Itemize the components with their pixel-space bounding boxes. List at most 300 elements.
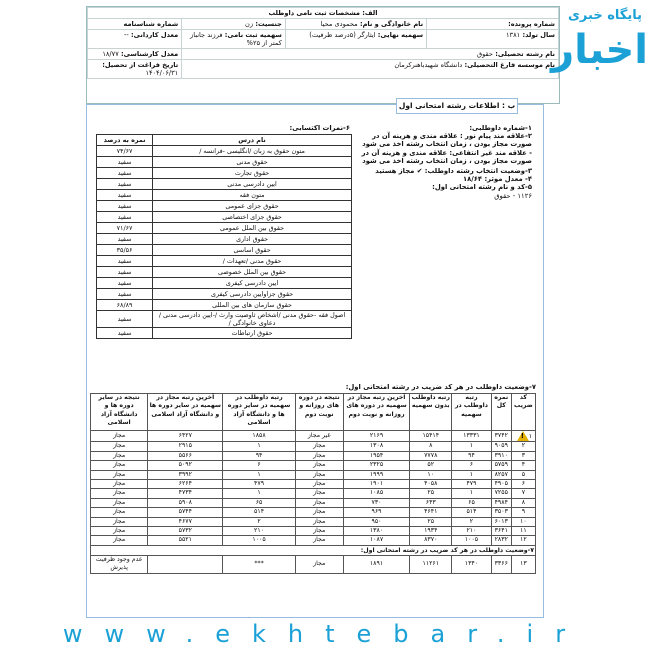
rank-cell-value: ۵۱۴ bbox=[254, 508, 265, 516]
rank-cell bbox=[91, 555, 148, 573]
rank-table bbox=[90, 393, 536, 574]
rank-cell bbox=[343, 480, 410, 489]
grade-row bbox=[97, 212, 352, 223]
rank-row bbox=[91, 508, 536, 517]
rank-cell bbox=[223, 489, 295, 498]
rank-cell bbox=[91, 517, 148, 526]
rank-row bbox=[91, 442, 536, 451]
rank-cell bbox=[511, 431, 535, 442]
rank-cell-value: ۱۱۲۶۱ bbox=[422, 560, 440, 568]
course-name: حقوق مدنی bbox=[153, 157, 352, 168]
rank-cell bbox=[91, 498, 148, 507]
rank-cell bbox=[511, 480, 535, 489]
course-score: ۳۵/۵۶ bbox=[97, 245, 153, 256]
rank-cell bbox=[223, 527, 295, 536]
rank-cell-value: مجاز bbox=[313, 527, 326, 535]
rank-cell-value: ۱۹۳۴ bbox=[424, 527, 438, 535]
rank-cell-value: ۱ bbox=[469, 489, 474, 497]
rank-cell bbox=[511, 536, 535, 545]
birth-label: سال تولد: bbox=[522, 31, 555, 39]
rank-cell bbox=[295, 517, 343, 526]
rank-cell-value: ۶۵ bbox=[255, 498, 263, 506]
grade-row bbox=[97, 168, 352, 179]
rank-cell bbox=[343, 498, 410, 507]
rank-cell bbox=[491, 480, 511, 489]
rank-cell bbox=[410, 489, 452, 498]
course-name: حقوق ارتباطات bbox=[153, 328, 352, 339]
rank-cell bbox=[491, 461, 511, 470]
gender-value: زن bbox=[245, 20, 254, 28]
rank-row bbox=[91, 489, 536, 498]
reg-quota-value: فرزند جانباز کمتر از ۲۵% bbox=[190, 31, 282, 47]
rank-cell bbox=[148, 461, 223, 470]
rank-col-header: آخرین رتبه مجاز در سهمیه در سایر دوره ها و دانشگاه آزاد اسلامی bbox=[148, 394, 223, 431]
course-score: سفید bbox=[97, 179, 153, 190]
ekhtebar-logo bbox=[551, 8, 648, 84]
rank-cell bbox=[295, 536, 343, 545]
rank-row bbox=[91, 431, 536, 442]
rank-cell-value: ۴۹۸۴ bbox=[494, 498, 508, 506]
rank-cell bbox=[410, 461, 452, 470]
rank-row bbox=[91, 527, 536, 536]
course-score: سفید bbox=[97, 328, 153, 339]
rank-cell bbox=[91, 480, 148, 489]
rank-cell-value: ۱ bbox=[528, 433, 533, 440]
rank-cell-value: مجاز bbox=[113, 527, 126, 535]
rank-cell-value: ۱ bbox=[257, 489, 261, 497]
rank-cell bbox=[452, 508, 492, 517]
rank-cell-value: ۹۴ bbox=[468, 451, 475, 459]
course-score: سفید bbox=[97, 278, 153, 289]
rank-cell-value: ۱۰۰۵ bbox=[252, 536, 266, 544]
rank-cell-value: ۵۵۶۶ bbox=[178, 451, 192, 459]
rank-cell-value: ۲۵ bbox=[427, 489, 435, 497]
bach-avg-label: معدل کارشناسی: bbox=[121, 50, 179, 58]
rank-cell-value: ۵۷۴۴ bbox=[178, 508, 192, 516]
rank-cell bbox=[410, 527, 452, 536]
rank-row bbox=[91, 517, 536, 526]
rank-cell-value: مجاز bbox=[313, 536, 326, 544]
rank-cell bbox=[343, 489, 410, 498]
rank-cell bbox=[91, 527, 148, 536]
grade-row bbox=[97, 278, 352, 289]
rank-header-row bbox=[91, 394, 536, 431]
rank-row bbox=[91, 470, 536, 479]
rank-cell bbox=[295, 489, 343, 498]
rank-cell-value: ۳۵۰۳ bbox=[494, 508, 508, 516]
rank-cell-value: ۳۶۴۱ bbox=[494, 527, 508, 535]
course-name: حقوق سازمان های بین المللی bbox=[153, 300, 352, 311]
rank-cell-value: مجاز bbox=[313, 498, 326, 506]
rank-cell-value: ۱۰۰۵ bbox=[464, 536, 479, 544]
rank-cell bbox=[511, 442, 535, 451]
rank-cell-value: ۹ bbox=[521, 508, 526, 516]
rank-cell bbox=[410, 480, 452, 489]
rank-cell bbox=[148, 470, 223, 479]
rank-cell-value: ۴۷۹ bbox=[466, 480, 477, 488]
rank-cell bbox=[295, 508, 343, 517]
course-name: متون حقوق به زبان /انگلیسی -فرانسه / bbox=[153, 146, 352, 157]
rank-cell bbox=[410, 442, 452, 451]
rank-cell-value: مجاز bbox=[313, 489, 326, 497]
course-score: ۷۱/۶۷ bbox=[97, 223, 153, 234]
rank-cell-value: مجاز bbox=[313, 480, 326, 488]
rank-cell bbox=[148, 489, 223, 498]
rank-cell-value: ۲۵ bbox=[427, 517, 435, 525]
course-score: سفید bbox=[97, 311, 153, 328]
info-line: ۱-شماره داوطلبی: bbox=[469, 124, 532, 132]
rank-cell-value: مجاز bbox=[313, 461, 326, 469]
rank-col-header: رتبه داوطلب در سهمیه در سایر دوره ها و دانشگاه آزاد اسلامی bbox=[223, 394, 295, 431]
rank-cell bbox=[511, 470, 535, 479]
rank-cell bbox=[491, 508, 511, 517]
rank-cell bbox=[295, 431, 343, 442]
course-name: ایین دادرسی کیفری bbox=[153, 278, 352, 289]
grade-row bbox=[97, 179, 352, 190]
rank-cell-value: ۵۲ bbox=[427, 461, 435, 469]
rank-cell bbox=[452, 555, 492, 573]
rank-cell bbox=[410, 517, 452, 526]
info-line: ۴- معدل موثر: ۱۸/۶۴ bbox=[463, 175, 532, 184]
rank-col-header: نمره کل bbox=[491, 394, 511, 431]
rank-cell-value: ۲۳۲۵ bbox=[369, 461, 384, 469]
rank-cell bbox=[343, 451, 410, 460]
rank-cell bbox=[511, 498, 535, 507]
grades-body bbox=[97, 146, 352, 339]
course-score: سفید bbox=[97, 168, 153, 179]
course-score: ۷۴/۶۷ bbox=[97, 146, 153, 157]
rank-cell-value: ۶ bbox=[521, 480, 526, 488]
rank-cell bbox=[343, 470, 410, 479]
rank-cell bbox=[148, 480, 223, 489]
avg-value: -- bbox=[123, 31, 129, 39]
course-name: حقوق جزاوایین دادرسی کیفری bbox=[153, 289, 352, 300]
rank-cell-value: مجاز bbox=[113, 470, 126, 478]
footer-url: www.ekhtebar.ir bbox=[62, 620, 588, 648]
rank-cell-value: مجاز bbox=[113, 432, 126, 439]
rank-cell-value: ۸ bbox=[521, 498, 526, 506]
grad-date-value: ۱۴۰۴/۰۶/۳۱ bbox=[145, 69, 179, 77]
rank-col-header: رتبه داوطلب در سهمیه bbox=[452, 394, 492, 431]
rank-cell bbox=[295, 470, 343, 479]
rank-cell bbox=[410, 555, 452, 573]
rank-cell bbox=[223, 498, 295, 507]
grade-row bbox=[97, 245, 352, 256]
bach-avg-value: ۱۸/۷۷ bbox=[102, 50, 119, 58]
rank-cell bbox=[511, 527, 535, 536]
rank-cell-value: مجاز bbox=[313, 442, 326, 450]
rank-cell bbox=[511, 508, 535, 517]
rank-cell-value: ۶۵ bbox=[468, 498, 475, 506]
rank-cell bbox=[91, 508, 148, 517]
rank-cell bbox=[295, 555, 343, 573]
rank-cell-value: ۲۸۳۲ bbox=[494, 536, 508, 544]
rank-cell-value: ۱ bbox=[257, 442, 261, 450]
course-name: حقوق بین الملل عمومی bbox=[153, 223, 352, 234]
rank-sub-title-row bbox=[91, 545, 536, 555]
rank-cell bbox=[91, 451, 148, 460]
grade-row bbox=[97, 190, 352, 201]
rank-cell bbox=[491, 489, 511, 498]
rank-cell bbox=[91, 431, 148, 442]
rank-cell bbox=[452, 461, 492, 470]
rank-cell bbox=[491, 498, 511, 507]
rank-cell bbox=[491, 555, 511, 573]
rank-cell-value: ۱۳۰۸ bbox=[369, 442, 384, 450]
course-score: سفید bbox=[97, 256, 153, 267]
rank-cell bbox=[223, 536, 295, 545]
rank-cell-value: ۵۰۹۲ bbox=[178, 461, 192, 469]
rank-cell-value: مجاز bbox=[113, 508, 126, 516]
rank-row bbox=[91, 555, 536, 573]
rank-cell bbox=[491, 451, 511, 460]
rank-cell-value: ۱۸۹۱ bbox=[369, 560, 384, 568]
rank-cell bbox=[148, 442, 223, 451]
rank-cell-value: ۵۹۰۸ bbox=[178, 498, 192, 506]
rank-cell-value: ۱۹۹۹ bbox=[369, 470, 384, 478]
rank-cell-value: ۴۷۹ bbox=[254, 480, 265, 488]
rank-cell bbox=[410, 451, 452, 460]
grade-row bbox=[97, 234, 352, 245]
grade-row bbox=[97, 328, 352, 339]
avg-label: معدل کاردانی: bbox=[131, 31, 179, 39]
grade-row bbox=[97, 311, 352, 328]
rank-cell-value: ۷ bbox=[521, 489, 526, 497]
rank-cell-value: مجاز bbox=[313, 451, 326, 459]
rank-row bbox=[91, 480, 536, 489]
rank-cell-value: ۴۷۳۴ bbox=[178, 489, 192, 497]
course-score: سفید bbox=[97, 201, 153, 212]
birth-value: ۱۳۸۱ bbox=[506, 31, 521, 39]
course-name: حقوق بین الملل خصوصی bbox=[153, 267, 352, 278]
rank-cell bbox=[511, 555, 535, 573]
rank-sub-title: ۷-وضعیت داوطلب در هر کد ضریب در رشته امتحانی اول: bbox=[91, 545, 536, 555]
rank-cell-value: ۱۳۳۳۱ bbox=[463, 432, 480, 439]
rank-cell-value: ۱۰ bbox=[427, 470, 435, 478]
rank-cell-value: ۳۳۶۶ bbox=[494, 560, 508, 568]
rank-cell-value: ۴۰۵۸ bbox=[424, 480, 438, 488]
rank-cell bbox=[343, 527, 410, 536]
rank-cell bbox=[91, 470, 148, 479]
rank-cell-value: ۱۰ bbox=[520, 517, 527, 525]
course-name: حقوق جزای عمومی bbox=[153, 201, 352, 212]
inst-value: دانشگاه شهیدباهنرکرمان bbox=[394, 61, 463, 69]
rank-cell-value: ۸۳۷۰ bbox=[424, 536, 438, 544]
grades-title: ۶-نمرات اکتسابی: bbox=[289, 124, 350, 132]
rank-cell-value: مجاز bbox=[113, 498, 126, 506]
rank-cell-value: ۱۹۰۱ bbox=[369, 480, 384, 488]
rank-cell-value: ۳۷۴۲ bbox=[494, 432, 508, 439]
rank-cell bbox=[148, 527, 223, 536]
rank-cell-value: مجاز bbox=[113, 536, 126, 544]
rank-cell bbox=[295, 527, 343, 536]
rank-cell bbox=[491, 517, 511, 526]
gender-label: جنسیت: bbox=[255, 20, 282, 28]
info-line: ۵-کد و نام رشته امتحانی اول: bbox=[432, 183, 532, 192]
course-name: حقوق جزای اختصاصی bbox=[153, 212, 352, 223]
quota-label: سهمیه نهایی: bbox=[377, 31, 424, 39]
course-score: سفید bbox=[97, 212, 153, 223]
grade-row bbox=[97, 223, 352, 234]
rank-cell bbox=[295, 480, 343, 489]
rank-cell-value: مجاز bbox=[313, 560, 326, 568]
rank-cell bbox=[410, 508, 452, 517]
rank-cell bbox=[148, 536, 223, 545]
grad-date-label: تاریخ فراغت از تحصیل: bbox=[102, 61, 179, 69]
rank-cell bbox=[343, 536, 410, 545]
rank-col-header: رتبه داوطلب بدون سهمیه bbox=[410, 394, 452, 431]
inst-label: نام موسسه فارغ التحصیلی: bbox=[464, 61, 555, 69]
rank-cell-value: مجاز bbox=[113, 489, 126, 497]
course-name: ایین دادرسی مدنی bbox=[153, 179, 352, 190]
rank-col-header: نتیجه در دوره های روزانه و نوبت دوم bbox=[295, 394, 343, 431]
rank-cell-value: ۵۱۴ bbox=[466, 508, 477, 516]
course-score: ۶۸/۸۹ bbox=[97, 300, 153, 311]
rank-cell-value: ۱۹۵۴ bbox=[369, 451, 384, 459]
rank-cell bbox=[223, 442, 295, 451]
rank-cell-value: ۱۲ bbox=[520, 536, 527, 544]
col-score: نمره به درصد bbox=[97, 135, 153, 146]
quota-value: ایثارگر (۵درصد ظرفیت) bbox=[309, 31, 376, 39]
rank-cell bbox=[295, 461, 343, 470]
rank-cell-value: ۱ bbox=[469, 442, 474, 450]
rank-cell-value: ۳۹۱۰ bbox=[494, 451, 508, 459]
rank-cell bbox=[452, 480, 492, 489]
rank-cell bbox=[148, 508, 223, 517]
course-score: سفید bbox=[97, 234, 153, 245]
grade-row bbox=[97, 300, 352, 311]
rank-cell-value: مجاز bbox=[313, 508, 326, 516]
rank-cell-value: غیر مجاز bbox=[307, 432, 331, 439]
rank-cell bbox=[452, 517, 492, 526]
rank-cell bbox=[410, 431, 452, 442]
header-title: الف: مشخصات ثبت نامی داوطلب bbox=[88, 8, 559, 19]
rank-cell bbox=[223, 461, 295, 470]
rank-cell bbox=[410, 470, 452, 479]
grade-row bbox=[97, 267, 352, 278]
rank-cell-value: ۹۶۹ bbox=[371, 508, 382, 516]
rank-cell bbox=[223, 480, 295, 489]
rank-cell bbox=[91, 489, 148, 498]
rank-cell bbox=[452, 498, 492, 507]
rank-cell-value: ۲۱۰ bbox=[466, 527, 477, 535]
rank-cell-value: ۹۰۵۹ bbox=[494, 442, 508, 450]
rank-cell-value: ۴۹۰۵ bbox=[494, 480, 508, 488]
rank-cell bbox=[511, 517, 535, 526]
course-name: اصول فقه -حقوق مدنی /اشخاص ثاوصیت وارث /-ایین دادرسی مدنی /دعاوی خانوادگی / bbox=[153, 311, 352, 328]
rank-cell-value: ۱ bbox=[257, 470, 261, 478]
rank-cell-value: مجاز bbox=[313, 517, 326, 525]
rank-cell bbox=[295, 442, 343, 451]
rank-cell bbox=[343, 461, 410, 470]
rank-cell bbox=[223, 470, 295, 479]
rank-cell bbox=[491, 536, 511, 545]
rank-cell bbox=[491, 527, 511, 536]
course-name: حقوق اداری bbox=[153, 234, 352, 245]
grade-row bbox=[97, 201, 352, 212]
section-b-title: ب : اطلاعات رشته امتحانی اول bbox=[396, 98, 518, 114]
rank-cell-value: ۱۳ bbox=[520, 560, 527, 568]
rank-cell-value: ۵ bbox=[521, 470, 526, 478]
rank-cell bbox=[343, 442, 410, 451]
rank-cell-value: ۱۵۴۱۴ bbox=[422, 432, 440, 439]
rank-cell-value: ۴۶۴۱ bbox=[424, 508, 438, 516]
rank-cell bbox=[91, 442, 148, 451]
rank-cell bbox=[452, 470, 492, 479]
rank-cell bbox=[223, 517, 295, 526]
rank-cell bbox=[452, 451, 492, 460]
course-name: متون فقه bbox=[153, 190, 352, 201]
rank-cell-value: ۲۱۰ bbox=[254, 527, 265, 535]
rank-cell-value: ۷۳۰ bbox=[371, 498, 382, 506]
rank-cell-value: ۶ bbox=[469, 461, 474, 469]
rank-col-header: کد ضریب bbox=[511, 394, 535, 431]
candidate-info-card bbox=[86, 6, 560, 104]
rank-cell bbox=[452, 431, 492, 442]
rank-cell-value: ۱۳۴۰ bbox=[464, 560, 479, 568]
rank-cell bbox=[511, 451, 535, 460]
rank-cell bbox=[148, 431, 223, 442]
rank-cell-value: عدم وجود ظرفیت پذیرش bbox=[95, 555, 143, 572]
logo-main-text: اخبار bbox=[551, 27, 648, 73]
rank-cell-value: ۴۶۷۷ bbox=[178, 517, 192, 525]
course-name: حقوق تجارت bbox=[153, 168, 352, 179]
rank-row bbox=[91, 461, 536, 470]
rank-cell bbox=[295, 498, 343, 507]
grade-row bbox=[97, 256, 352, 267]
rank-cell-value: ۱۱ bbox=[520, 527, 527, 535]
rank-cell-value: ۶۴۳ bbox=[425, 498, 436, 506]
rank-cell bbox=[410, 498, 452, 507]
name-label: نام خانوادگی و نام: bbox=[359, 20, 424, 28]
field-value: حقوق bbox=[477, 50, 493, 58]
reg-quota-label: سهمیه ثبت نامی: bbox=[224, 31, 282, 39]
grade-row bbox=[97, 157, 352, 168]
rank-cell-value: ۲۱۶۹ bbox=[369, 432, 384, 439]
rank-cell-value: ۸ bbox=[429, 442, 433, 450]
field-label: نام رشته تحصیلی: bbox=[495, 50, 555, 58]
rank-cell-value: ۱۸۵۸ bbox=[252, 432, 266, 439]
rank-cell bbox=[148, 555, 223, 573]
rank-cell-value: ۴ bbox=[521, 461, 526, 469]
rank-cell bbox=[452, 527, 492, 536]
warning-icon: ! bbox=[517, 431, 529, 441]
rank-cell bbox=[223, 508, 295, 517]
exam-info-block bbox=[360, 124, 532, 200]
rank-body bbox=[91, 431, 536, 574]
rank-cell bbox=[148, 498, 223, 507]
grade-row bbox=[97, 146, 352, 157]
rank-cell bbox=[223, 555, 295, 573]
rank-cell bbox=[511, 461, 535, 470]
rank-cell bbox=[148, 517, 223, 526]
rank-cell bbox=[91, 536, 148, 545]
grade-row bbox=[97, 289, 352, 300]
rank-cell-value: مجاز bbox=[113, 480, 126, 488]
rank-cell-value: ۷۲۵۵ bbox=[494, 489, 508, 497]
logo-top-text: پایگاه خبری bbox=[568, 8, 642, 23]
rank-cell bbox=[452, 536, 492, 545]
rank-title: ۷-وضعیت داوطلب در هر کد ضریب در رشته امتحانی اول: bbox=[345, 383, 536, 391]
rank-cell bbox=[491, 470, 511, 479]
rank-cell bbox=[223, 451, 295, 460]
course-name: حقوق اساسی bbox=[153, 245, 352, 256]
name-value: محمودی محیا bbox=[320, 20, 358, 28]
rank-cell bbox=[452, 442, 492, 451]
rank-row bbox=[91, 536, 536, 545]
rank-cell-value: ۱۰۸۵ bbox=[369, 489, 384, 497]
rank-cell-value: ۳۹۹۲ bbox=[178, 470, 192, 478]
